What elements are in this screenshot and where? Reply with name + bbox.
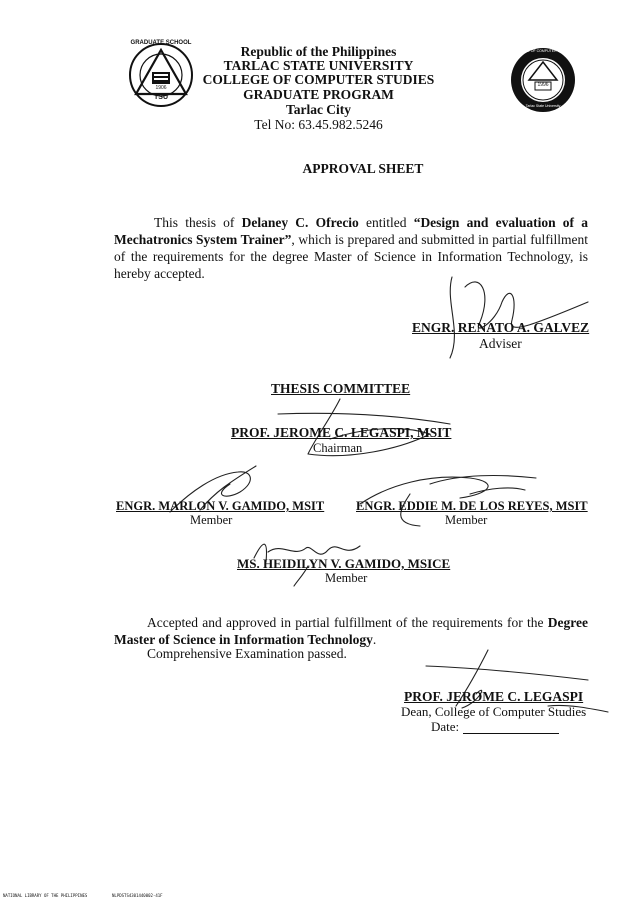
acceptance-text-b: . [372,632,377,647]
para-text-c: , which is prepared and submitted in partial fulfillment of the requirements for the degree Master of Science in Information Technology, is hereby accepted. [114,232,588,281]
seal-bottom-text: Tarlac State University [525,104,561,108]
member3-role: Member [325,571,368,585]
page-title: APPROVAL SHEET [302,161,424,176]
adviser-name: ENGR. RENATO A. GALVEZ [412,320,590,335]
acceptance-text-a: Accepted and approved in partial fulfillment of the requirements for the [147,615,548,630]
para-text-a: This thesis of [154,215,242,230]
approval-paragraph [114,214,588,282]
footer-left: NATIONAL LIBRARY OF THE PHILIPPINES [3,893,88,898]
degree-name: Degree Master of Science in Information Technology [114,615,588,647]
member1-name: ENGR. MARLON V. GAMIDO, MSIT [116,499,325,513]
para-text-b: entitled [358,215,414,230]
acceptance-paragraph [114,614,588,648]
member1-role: Member [190,513,233,527]
chairman-name: PROF. JEROME C. LEGASPI, MSIT [231,425,452,440]
seal-year: 1996 [537,82,549,88]
dean-role: Dean, College of Computer Studies [401,704,587,719]
header-republic: Republic of the Philippines [240,44,397,59]
seal-text-mid: TSU [154,94,168,101]
chairman-role: Chairman [313,441,363,455]
seal-text-top: GRADUATE SCHOOL [130,40,192,46]
seal-text-bottom: 1906 [155,85,167,91]
header-program: GRADUATE PROGRAM [243,87,394,102]
header-university: TARLAC STATE UNIVERSITY [223,58,414,73]
header-city: Tarlac City [285,102,352,117]
author-name: Delaney C. Ofrecio [241,215,359,230]
member2-role: Member [445,513,488,527]
exam-passed: Comprehensive Examination passed. [147,646,347,661]
date-line [463,733,559,734]
header-tel: Tel No: 63.45.982.5246 [254,117,383,132]
member3-name: MS. HEIDILYN V. GAMIDO, MSICE [237,556,451,571]
member2-name: ENGR. EDDIE M. DE LOS REYES, MSIT [356,499,588,513]
header-college: COLLEGE OF COMPUTER STUDIES [202,72,435,87]
dean-name: PROF. JEROME C. LEGASPI [404,689,584,704]
date-label: Date: [431,719,460,734]
committee-heading: THESIS COMMITTEE [271,381,411,396]
footer-right: NLPDSTS4301440002-41F [112,893,163,898]
seal-ring-text: COLLEGE OF COMPUTER STUDIES [513,49,573,53]
thesis-title: “Design and evaluation of a Mechatronics System Trainer” [114,215,588,247]
adviser-role: Adviser [479,336,522,351]
